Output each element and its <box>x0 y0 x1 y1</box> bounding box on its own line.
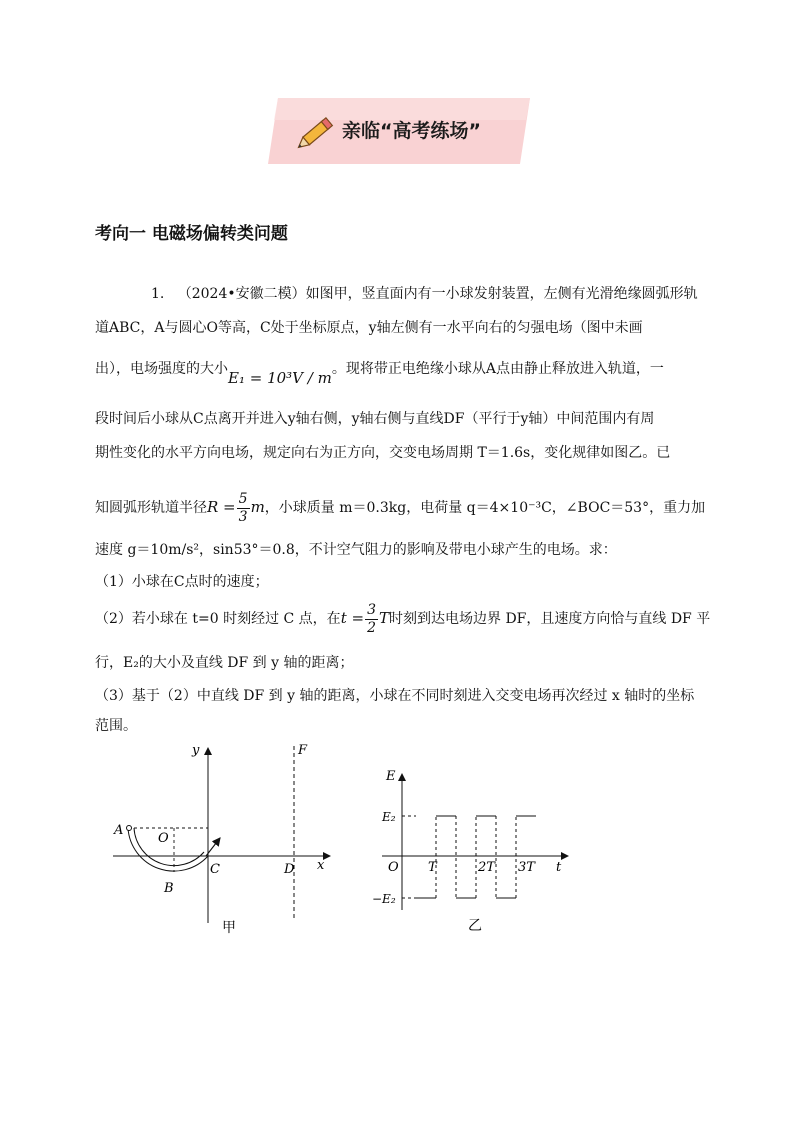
tick-2T: 2T <box>478 860 495 875</box>
label-C: C <box>210 862 220 877</box>
question-1: （1）小球在C点时的速度； <box>95 574 269 590</box>
label-A: A <box>114 823 124 838</box>
problem-line-3 <box>95 358 664 387</box>
question-3-cont: 范围。 <box>95 718 137 734</box>
fraction-denominator: 2 <box>367 619 376 636</box>
formula-R: R = <box>207 498 236 516</box>
fraction-numerator: 5 <box>238 490 248 507</box>
problem-line-4: 段时间后小球从C点离开并进入y轴右侧，y轴右侧与直线DF（平行于y轴）中间范围内有周 <box>95 411 655 427</box>
problem-line-7: 速度 g＝10m/s²，sin53°＝0.8，不计空气阻力的影响及带电小球产生的电场。求： <box>95 542 617 558</box>
figure-yi <box>368 760 578 935</box>
label-t: t <box>556 860 562 875</box>
tick-E2: E₂ <box>382 810 396 824</box>
question-2-cont: 行，E₂的大小及直线 DF 到 y 轴的距离； <box>95 655 354 671</box>
label-y: y <box>192 743 200 758</box>
label-D: D <box>284 862 295 877</box>
question-2-text-a: （2）若小球在 t=0 时刻经过 C 点，在 <box>95 611 341 627</box>
problem-text-l6b: ，小球质量 m＝0.3kg，电荷量 q＝4×10⁻³C，∠BOC＝53°，重力加 <box>264 500 706 516</box>
problem-line-2: 道ABC，A与圆心O等高，C处于坐标原点，y轴左侧有一水平向右的匀强电场（图中未画 <box>95 320 643 336</box>
problem-line-6 <box>95 487 705 527</box>
unit-m: m <box>250 498 265 516</box>
label-F: F <box>298 743 308 758</box>
label-x: x <box>317 858 325 873</box>
fraction-denominator: 3 <box>238 508 248 525</box>
label-E: E <box>386 769 396 784</box>
problem-number: 1. <box>151 286 165 302</box>
figure-jia <box>108 738 348 938</box>
tick-negE2: −E₂ <box>372 892 396 906</box>
formula-E1: E₁ = 10³V / m <box>228 369 332 387</box>
problem-source: （2024•安徽二模） <box>177 286 306 302</box>
question-2-text-b: 时刻到达电场边界 DF，且速度方向恰与直线 DF 平 <box>389 611 711 627</box>
problem-line-5: 期性变化的水平方向电场，规定向右为正方向，交变电场周期 T＝1.6s，变化规律如图乙。已 <box>95 445 671 461</box>
label-origin: O <box>388 860 399 875</box>
tick-3T: 3T <box>518 860 535 875</box>
section-heading: 考向一 电磁场偏转类问题 <box>95 224 288 244</box>
square-wave <box>402 816 536 898</box>
label-B: B <box>164 881 174 896</box>
problem-text-l3b: 。现将带正电绝缘小球从A点由静止释放进入轨道，一 <box>331 361 664 377</box>
tick-T: T <box>428 860 437 875</box>
fraction-5-3 <box>237 491 250 526</box>
problem-text-l1: 如图甲，竖直面内有一小球发射装置，左侧有光滑绝缘圆弧形轨 <box>305 286 698 302</box>
question-3: （3）基于（2）中直线 DF 到 y 轴的距离，小球在不同时刻进入交变电场再次经过 x 轴时的坐标 <box>95 688 695 704</box>
formula-t: t = <box>340 609 365 627</box>
question-2 <box>95 598 710 638</box>
caption-yi: 乙 <box>468 918 482 934</box>
label-O: O <box>158 831 169 846</box>
problem-text-l3a: 出），电场强度的大小 <box>95 361 228 377</box>
formula-T: T <box>378 609 389 627</box>
problem-line-1 <box>151 284 698 304</box>
fraction-numerator: 3 <box>367 601 376 618</box>
problem-text-l6a: 知圆弧形轨道半径 <box>95 500 207 516</box>
banner-title: 亲临“高考练场” <box>342 120 481 142</box>
banner <box>268 98 530 164</box>
caption-jia: 甲 <box>222 920 236 936</box>
ball-A <box>127 826 132 831</box>
fraction-3-2 <box>365 602 378 637</box>
